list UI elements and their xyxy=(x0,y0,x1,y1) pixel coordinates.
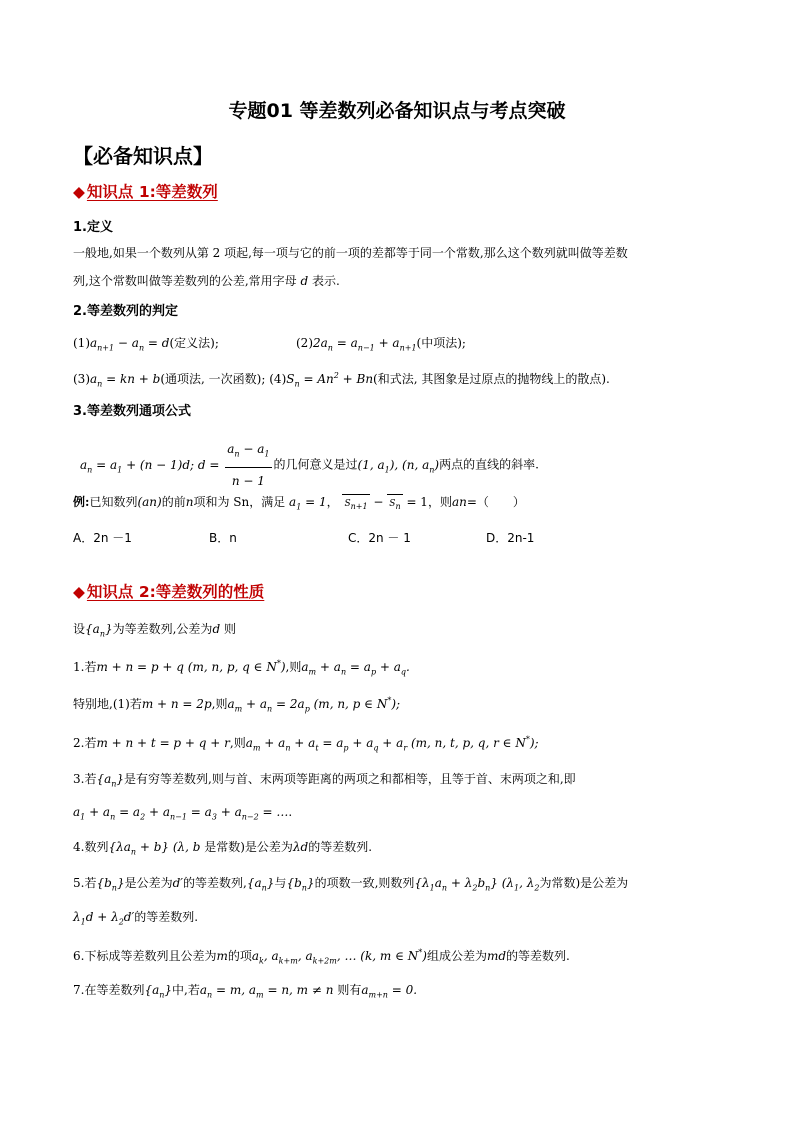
option-b: B．n xyxy=(209,531,237,545)
property-5-line-1: 5.若$\{b_n\}$是公差为d′的等差数列$,\{a_n\}$与$\{b_n\}$的项数一致,则数列$\{\lambda_1a_n + \lambda_2b_n\}$ ($\lambda_1$, $\lambda_2$为常数)是公差为 xyxy=(73,876,629,893)
property-intro: 设$\{a_n\}$为等差数列,公差为d 则 xyxy=(73,622,236,639)
property-1: 1.若m + n = p + q (m, n, p, q ∈ N*),则$a_m + a_n = a_p + a_q$. xyxy=(73,659,410,677)
knowledge-point-1-label: 知识点 1:等差数列 xyxy=(86,183,218,201)
section-heading: 【必备知识点】 xyxy=(73,144,213,168)
property-3-line-2: $a_1 + a_n = a_2 + a_{n-1} = a_3 + a_{n-2}$ = …. xyxy=(73,805,293,822)
property-6: 6.下标成等差数列且公差为m的项$a_k$, $a_{k+m}$, $a_{k+2m}$, … (k, m ∈ N*)组成公差为md的等差数列. xyxy=(73,948,570,966)
diamond-icon: ◆ xyxy=(73,583,85,601)
example-question: 例:已知数列(an)的前n项和为 Sn，满足 $a_1 = 1$， $S_{n+1} - S_n = 1$，则an=（ ） xyxy=(73,493,525,516)
definition-line-1: 一般地,如果一个数列从第 2 项起,每一项与它的前一项的差都等于同一个常数,那么这个数列就叫做等差数 xyxy=(73,246,628,260)
knowledge-point-2-label: 知识点 2:等差数列的性质 xyxy=(86,583,265,601)
formula-middle-term: $2a_n = a_{n-1} + a_{n+1}$ xyxy=(313,336,417,353)
criteria-line-1: $(1)a_{n+1} - a_n = d$(定义法); xyxy=(73,336,219,353)
property-special: 特别地,(1)若m + n = 2p,则$a_m + a_n = 2a_p$ (m, n, p ∈ N*); xyxy=(73,696,401,714)
slope-fraction: $\frac{a_n - a_1}{n - 1}$ xyxy=(225,436,271,494)
general-term-formula: $a_n = a_1 + (n - 1)d$; d = $\frac{a_n - a_1}{n - 1}$ 的几何意义是过(1, $a_1$), (n, $a_n$)两点的直线的斜率. xyxy=(80,436,539,494)
sqrt-s-n-plus-1: $S_{n+1}$ xyxy=(342,494,369,516)
definition-line-2: 列,这个常数叫做等差数列的公差,常用字母 d 表示. xyxy=(73,274,340,288)
sqrt-s-n: $S_n$ xyxy=(387,494,402,516)
criteria-line-2: $(2)2a_n = a_{n-1} + a_{n+1}$(中项法); xyxy=(296,336,466,353)
property-5-line-2: $\lambda_1d + \lambda_2d'$的等差数列. xyxy=(73,910,199,927)
option-d: D．2n-1 xyxy=(486,531,535,545)
formula-general-term: $a_n$ = kn + b xyxy=(90,372,161,389)
property-3-line-1: 3.若$\{a_n\}$是有穷等差数列,则与首、末两项等距离的两项之和都相等，且等于首、末两项之和,即 xyxy=(73,772,576,789)
option-a: A．2n －1 xyxy=(73,531,132,545)
common-difference-symbol: d xyxy=(300,274,309,288)
page-title: 专题01 等差数列必备知识点与考点突破 xyxy=(228,100,566,122)
formula-definition: $a_{n+1} - a_n = d$ xyxy=(90,336,170,353)
knowledge-point-2-heading xyxy=(73,580,264,602)
property-4: 4.数列$\{\lambda a_n + b\}$ (λ, b 是常数)是公差为λd的等差数列. xyxy=(73,840,373,857)
criteria-line-3: $(3)a_n$ = kn + b(通项法, 一次函数); $(4)S_n = An^2 + Bn$(和式法, 其图象是过原点的抛物线上的散点). xyxy=(73,371,610,389)
diamond-icon: ◆ xyxy=(73,183,85,201)
property-7: 7.在等差数列$\{a_n\}$中,若$a_n = m$, $a_m = n$, m ≠ n 则有$a_{m+n} = 0$. xyxy=(73,983,418,1000)
criteria-title: 2.等差数列的判定 xyxy=(73,304,178,319)
knowledge-point-1-heading xyxy=(73,180,218,202)
option-c: C．2n － 1 xyxy=(348,531,411,545)
property-2: 2.若m + n + t = p + q + r,则$a_m + a_n + a_t = a_p + a_q + a_r$ (m, n, t, p, q, r ∈ N*); xyxy=(73,735,539,753)
general-term-title: 3.等差数列通项公式 xyxy=(73,404,191,419)
definition-title: 1.定义 xyxy=(73,220,113,235)
formula-sum: $S_n = An^2 + Bn$ xyxy=(286,371,374,389)
